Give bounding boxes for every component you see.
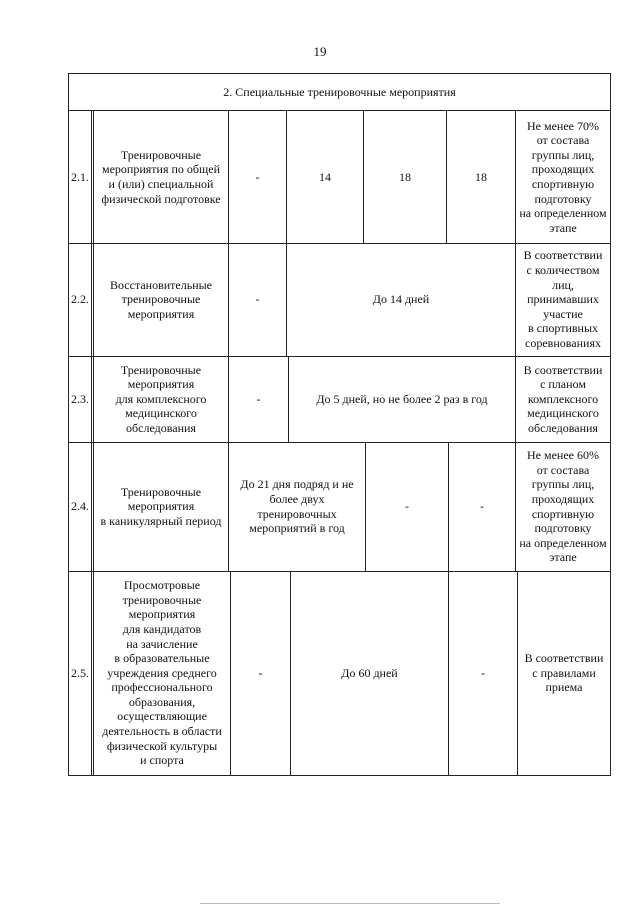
- row-name: Тренировочные мероприятия в каникулярный период: [100, 484, 222, 528]
- row-note: В соответствии с планом комплексного медицинского обследования: [523, 362, 603, 435]
- row-cell-value: -: [258, 665, 263, 680]
- row-name: Тренировочные мероприятия по общей и (или) специальной физической подготовке: [101, 147, 221, 206]
- row-name: Восстановительные тренировочные мероприятия: [109, 277, 213, 321]
- row-span-value: До 21 дня подряд и не более двух тренировочных мероприятий в год: [240, 477, 354, 536]
- row-cell-value: -: [255, 169, 260, 184]
- row-number: 2.5.: [71, 665, 89, 680]
- row-note: Не менее 60% от состава группы лиц, проходящих спортивную подготовку на определенном этапе: [519, 448, 607, 565]
- row-name: Тренировочные мероприятия для комплексного медицинского обследования: [115, 362, 207, 435]
- row-number: 2.3.: [71, 391, 89, 406]
- row-span-value: До 60 дней: [341, 665, 398, 680]
- row-cell-value: -: [255, 292, 260, 307]
- page-number: 19: [313, 44, 327, 59]
- row-note: В соответствии с правилами приема: [524, 651, 604, 695]
- row-cell-value: 18: [475, 169, 487, 184]
- row-cell-value: -: [405, 499, 409, 514]
- row-number: 2.4.: [71, 499, 89, 514]
- row-number: 2.1.: [71, 169, 89, 184]
- row-name: Просмотровые тренировочные мероприятия для кандидатов на зачисление в образовательные учреждения среднего профессионального образования, осуществляющие деятельность в области физической культуры и спорта: [102, 578, 222, 768]
- row-span-value: До 5 дней, но не более 2 раз в год: [316, 391, 488, 406]
- row-note: В соответствии с количеством лиц, принимавших участие в спортивных соревнованиях: [523, 248, 603, 350]
- row-note: Не менее 70% от состава группы лиц, проходящих спортивную подготовку на определенном этапе: [519, 118, 607, 235]
- row-cell-value: -: [256, 391, 261, 406]
- row-cell-value: 18: [399, 169, 411, 184]
- row-cell-value: -: [480, 499, 484, 514]
- row-cell-value: 14: [319, 169, 331, 184]
- section-title: 2. Специальные тренировочные мероприятия: [68, 73, 611, 111]
- row-cell-value: -: [481, 665, 485, 680]
- row-span-value: До 14 дней: [372, 292, 430, 307]
- row-number: 2.2.: [71, 292, 89, 307]
- scan-edge-line: [200, 903, 500, 904]
